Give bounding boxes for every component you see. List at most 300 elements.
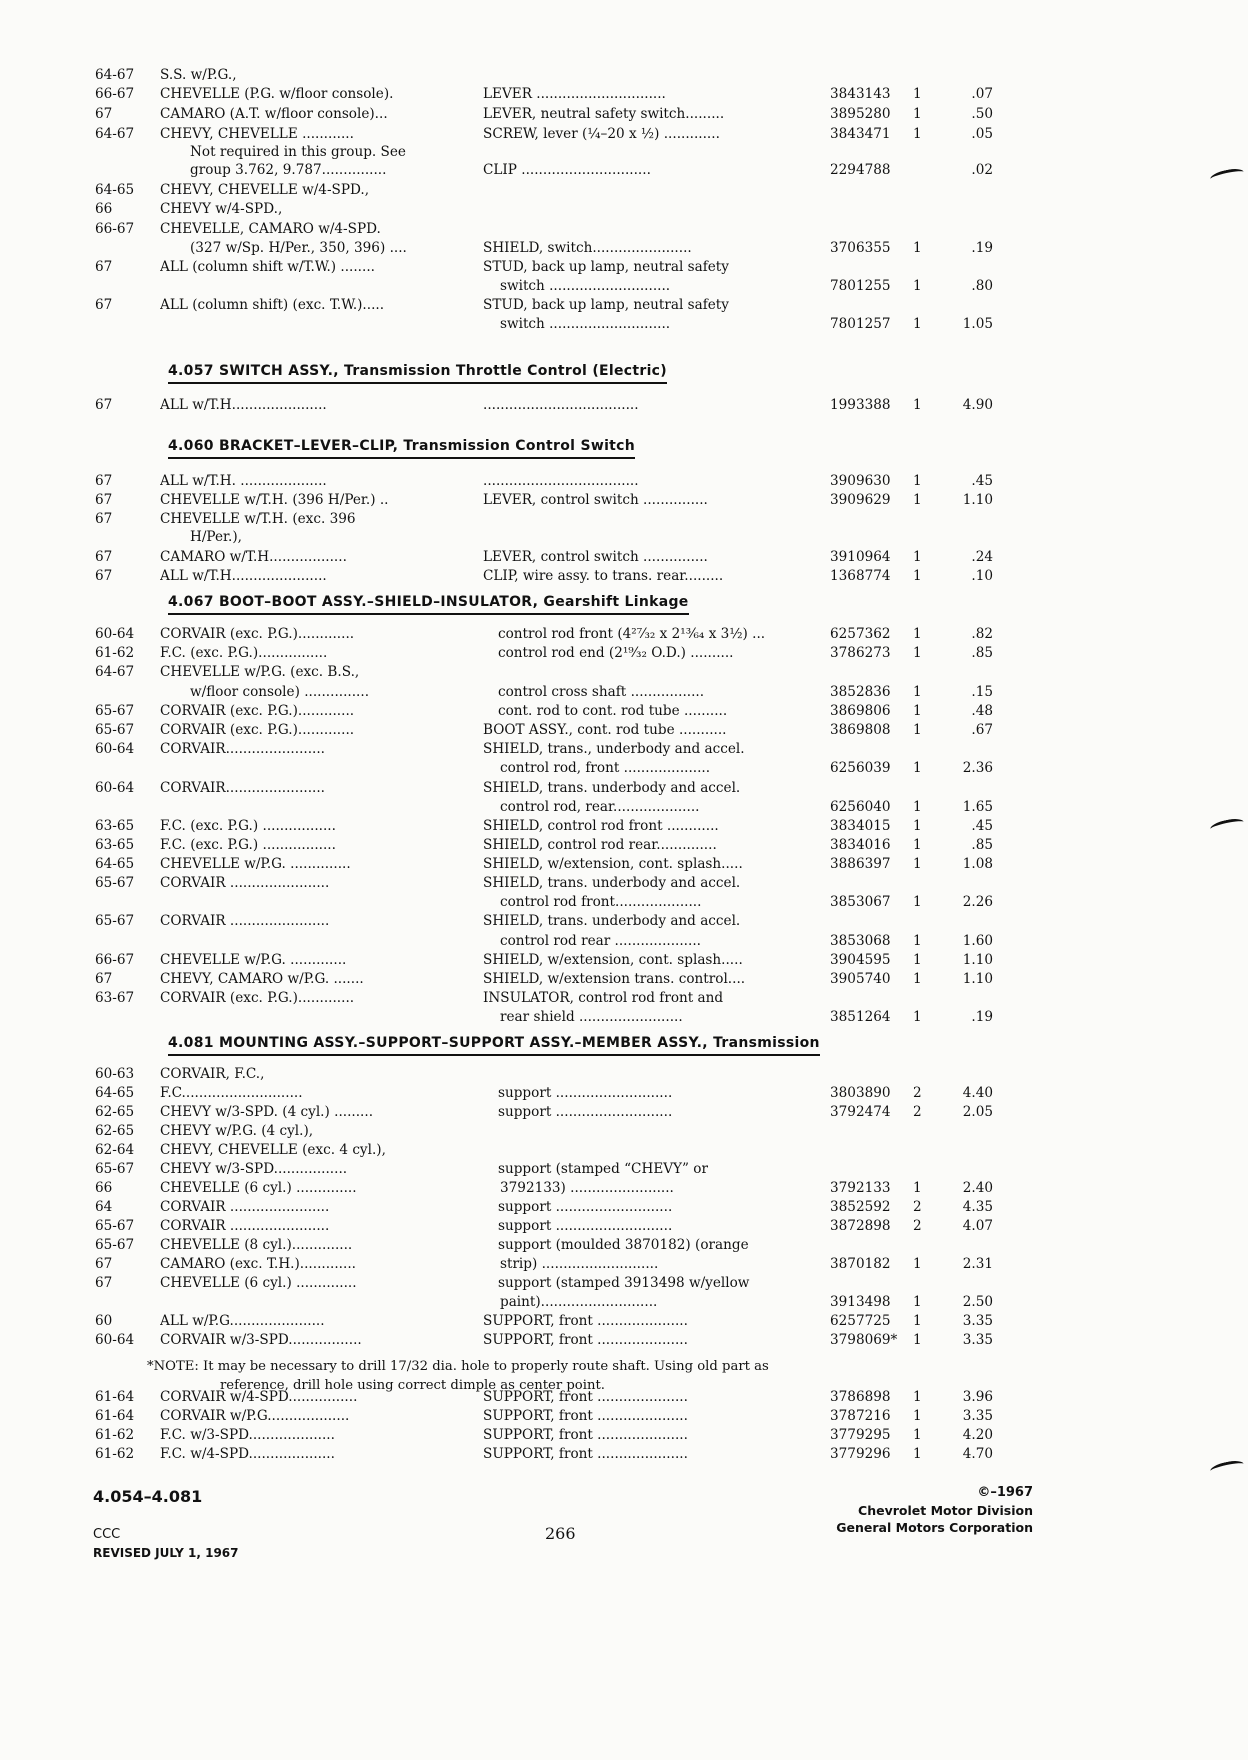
year-cell: 60-63 (95, 1066, 135, 1082)
year-cell: 67 (95, 259, 113, 275)
part-number-cell: 3869808 (830, 722, 891, 738)
description-cell: SUPPORT, front ..................... (483, 1446, 688, 1462)
description-cell: support (moulded 3870182) (orange (498, 1237, 749, 1253)
description-cell: BOOT ASSY., cont. rod tube ........... (483, 722, 727, 738)
price-cell: .85 (971, 837, 993, 853)
page-range: 4.054–4.081 (93, 1487, 203, 1506)
page-number: 266 (545, 1524, 576, 1543)
description-cell: strip) ........................... (500, 1256, 659, 1272)
model-cell: S.S. w/P.G., (160, 67, 237, 83)
part-number-cell: 3792133 (830, 1180, 891, 1196)
description-cell: control cross shaft ................. (498, 684, 705, 700)
section-heading-4-067: 4.067 BOOT–BOOT ASSY.–SHIELD–INSULATOR, Gearshift Linkage (168, 591, 689, 615)
price-cell: 4.20 (962, 1427, 993, 1443)
revised-date: REVISED JULY 1, 1967 (93, 1546, 239, 1560)
description-cell: support ........................... (498, 1199, 673, 1215)
model-cell: CHEVELLE (6 cyl.) .............. (160, 1180, 357, 1196)
quantity-cell: 1 (913, 86, 922, 102)
table-row (0, 1236, 1248, 1254)
description-cell: CLIP, wire assy. to trans. rear......... (483, 568, 724, 584)
model-cell: CAMARO (exc. T.H.)............. (160, 1256, 356, 1272)
division-name: Chevrolet Motor Division (858, 1503, 1033, 1518)
table-row (0, 277, 1248, 295)
quantity-cell: 1 (913, 106, 922, 122)
price-cell: 1.05 (962, 316, 993, 332)
model-cell: CORVAIR (exc. P.G.)............. (160, 626, 355, 642)
part-number-cell: 3779296 (830, 1446, 891, 1462)
year-cell: 62-65 (95, 1104, 135, 1120)
table-row (0, 1217, 1248, 1235)
description-cell: LEVER, control switch ............... (483, 549, 708, 565)
table-row (0, 893, 1248, 911)
year-cell: 63-65 (95, 837, 135, 853)
section-heading-4-057: 4.057 SWITCH ASSY., Transmission Throttle Control (Electric) (168, 360, 667, 384)
table-row (0, 759, 1248, 777)
part-number-cell: 3786273 (830, 645, 891, 661)
model-cell: group 3.762, 9.787............... (190, 162, 387, 178)
table-row (0, 1312, 1248, 1330)
year-cell: 67 (95, 492, 113, 508)
quantity-cell: 1 (913, 645, 922, 661)
year-cell: 66 (95, 1180, 113, 1196)
description-cell: rear shield ........................ (500, 1009, 683, 1025)
year-cell: 67 (95, 511, 113, 527)
description-cell: control rod, front .................... (500, 760, 711, 776)
model-cell: w/floor console) ............... (190, 684, 370, 700)
year-cell: 65-67 (95, 1161, 135, 1177)
table-row (0, 396, 1248, 414)
part-number-cell: 3834015 (830, 818, 891, 834)
model-cell: ALL (column shift) (exc. T.W.)..... (160, 297, 385, 313)
table-row (0, 625, 1248, 643)
table-row (0, 66, 1248, 84)
description-cell: SUPPORT, front ..................... (483, 1313, 688, 1329)
year-cell: 67 (95, 549, 113, 565)
description-cell: INSULATOR, control rod front and (483, 990, 724, 1006)
model-cell: CORVAIR ....................... (160, 1218, 330, 1234)
table-row (0, 779, 1248, 797)
part-number-cell: 3786898 (830, 1389, 891, 1405)
year-cell: 61-64 (95, 1408, 135, 1424)
description-cell: SHIELD, trans. underbody and accel. (483, 875, 741, 891)
year-cell: 61-64 (95, 1389, 135, 1405)
description-cell: CLIP .............................. (483, 162, 651, 178)
price-cell: 2.40 (962, 1180, 993, 1196)
price-cell: 3.35 (962, 1408, 993, 1424)
quantity-cell: 1 (913, 1427, 922, 1443)
table-row (0, 125, 1248, 143)
model-cell: CHEVELLE w/T.H. (396 H/Per.) .. (160, 492, 389, 508)
description-cell: switch ............................ (500, 278, 671, 294)
part-number-cell: 6257362 (830, 626, 891, 642)
model-cell: CHEVELLE w/T.H. (exc. 396 (160, 511, 356, 527)
model-cell: CORVAIR ....................... (160, 1199, 330, 1215)
quantity-cell: 1 (913, 316, 922, 332)
year-cell: 64-67 (95, 67, 135, 83)
part-number-cell: 2294788 (830, 162, 891, 178)
table-row (0, 1445, 1248, 1463)
model-cell: CORVAIR ....................... (160, 913, 330, 929)
price-cell: 2.50 (962, 1294, 993, 1310)
model-cell: F.C............................ (160, 1085, 303, 1101)
year-cell: 61-62 (95, 1446, 135, 1462)
price-cell: .02 (971, 162, 993, 178)
table-row (0, 315, 1248, 333)
price-cell: 2.05 (962, 1104, 993, 1120)
description-cell: SHIELD, trans., underbody and accel. (483, 741, 745, 757)
table-row (0, 161, 1248, 179)
quantity-cell: 1 (913, 837, 922, 853)
quantity-cell: 1 (913, 240, 922, 256)
model-cell: CORVAIR ....................... (160, 875, 330, 891)
table-row (0, 200, 1248, 218)
model-cell: CHEVY w/P.G. (4 cyl.), (160, 1123, 314, 1139)
table-row (0, 683, 1248, 701)
quantity-cell: 2 (913, 1218, 922, 1234)
model-cell: CHEVY, CHEVELLE (exc. 4 cyl.), (160, 1142, 386, 1158)
description-cell: support ........................... (498, 1104, 673, 1120)
part-number-cell: 3787216 (830, 1408, 891, 1424)
year-cell: 66-67 (95, 86, 135, 102)
model-cell: H/Per.), (190, 529, 242, 545)
table-row (0, 1065, 1248, 1083)
quantity-cell: 1 (913, 1389, 922, 1405)
model-cell: CORVAIR (exc. P.G.)............. (160, 703, 355, 719)
price-cell: 4.90 (962, 397, 993, 413)
part-number-cell: 6256040 (830, 799, 891, 815)
quantity-cell: 2 (913, 1199, 922, 1215)
year-cell: 62-64 (95, 1142, 135, 1158)
model-cell: CHEVY, CAMARO w/P.G. ....... (160, 971, 364, 987)
price-cell: 1.08 (962, 856, 993, 872)
description-cell: paint)........................... (500, 1294, 658, 1310)
year-cell: 67 (95, 297, 113, 313)
copyright: ©–1967 (977, 1485, 1033, 1500)
price-cell: .80 (971, 278, 993, 294)
year-cell: 65-67 (95, 703, 135, 719)
description-cell: SHIELD, w/extension, cont. splash..... (483, 856, 743, 872)
model-cell: ALL (column shift w/T.W.) ........ (160, 259, 375, 275)
corporation-name: General Motors Corporation (836, 1520, 1033, 1535)
price-cell: 1.10 (962, 492, 993, 508)
part-number-cell: 6257725 (830, 1313, 891, 1329)
year-cell: 67 (95, 971, 113, 987)
model-cell: CORVAIR....................... (160, 780, 325, 796)
section-heading-4-060: 4.060 BRACKET–LEVER–CLIP, Transmission Control Switch (168, 435, 635, 459)
table-row (0, 912, 1248, 930)
model-cell: CHEVY w/3-SPD. (4 cyl.) ......... (160, 1104, 374, 1120)
model-cell: CORVAIR (exc. P.G.)............. (160, 990, 355, 1006)
quantity-cell: 1 (913, 952, 922, 968)
price-cell: 1.60 (962, 933, 993, 949)
quantity-cell: 1 (913, 492, 922, 508)
model-cell: F.C. (exc. P.G.)................ (160, 645, 328, 661)
part-number-cell: 3909630 (830, 473, 891, 489)
model-cell: F.C. w/3-SPD.................... (160, 1427, 335, 1443)
quantity-cell: 1 (913, 722, 922, 738)
model-cell: CORVAIR (exc. P.G.)............. (160, 722, 355, 738)
part-number-cell: 3913498 (830, 1294, 891, 1310)
quantity-cell: 1 (913, 1446, 922, 1462)
quantity-cell: 1 (913, 626, 922, 642)
part-number-cell: 6256039 (830, 760, 891, 776)
year-cell: 66 (95, 201, 113, 217)
table-row (0, 644, 1248, 662)
model-cell: CHEVELLE (8 cyl.).............. (160, 1237, 353, 1253)
price-cell: .45 (971, 473, 993, 489)
description-cell: SUPPORT, front ..................... (483, 1408, 688, 1424)
table-row (0, 932, 1248, 950)
quantity-cell: 1 (913, 126, 922, 142)
model-cell: CHEVELLE w/P.G. .............. (160, 856, 351, 872)
price-cell: 1.10 (962, 952, 993, 968)
quantity-cell: 2 (913, 1104, 922, 1120)
model-cell: CORVAIR....................... (160, 741, 325, 757)
description-cell: support ........................... (498, 1218, 673, 1234)
price-cell: .24 (971, 549, 993, 565)
table-row (0, 1103, 1248, 1121)
price-cell: .19 (971, 1009, 993, 1025)
table-row (0, 836, 1248, 854)
year-cell: 67 (95, 473, 113, 489)
table-row (0, 1008, 1248, 1026)
quantity-cell: 2 (913, 1085, 922, 1101)
model-cell: ALL w/T.H...................... (160, 397, 327, 413)
footnote-line-1: *NOTE: It may be necessary to drill 17/32 dia. hole to properly route shaft. Using old part as (147, 1359, 769, 1374)
part-number-cell: 3870182 (830, 1256, 891, 1272)
model-cell: CHEVELLE, CAMARO w/4-SPD. (160, 221, 381, 237)
model-cell: CHEVY, CHEVELLE ............ (160, 126, 354, 142)
price-cell: 4.35 (962, 1199, 993, 1215)
table-row (0, 528, 1248, 546)
description-cell: cont. rod to cont. rod tube .......... (498, 703, 728, 719)
year-cell: 60-64 (95, 780, 135, 796)
table-row (0, 85, 1248, 103)
price-cell: 4.07 (962, 1218, 993, 1234)
model-cell: ALL w/P.G...................... (160, 1313, 325, 1329)
part-number-cell: 3886397 (830, 856, 891, 872)
price-cell: 2.36 (962, 760, 993, 776)
model-cell: CHEVELLE (6 cyl.) .............. (160, 1275, 357, 1291)
part-number-cell: 3852592 (830, 1199, 891, 1215)
model-cell: CORVAIR, F.C., (160, 1066, 265, 1082)
year-cell: 65-67 (95, 875, 135, 891)
table-row (0, 740, 1248, 758)
quantity-cell: 1 (913, 549, 922, 565)
year-cell: 64-67 (95, 664, 135, 680)
table-row (0, 239, 1248, 257)
table-row (0, 220, 1248, 238)
table-row (0, 510, 1248, 528)
description-cell: STUD, back up lamp, neutral safety (483, 259, 729, 275)
quantity-cell: 1 (913, 684, 922, 700)
quantity-cell: 1 (913, 1294, 922, 1310)
model-cell: F.C. (exc. P.G.) ................. (160, 837, 336, 853)
price-cell: 2.31 (962, 1256, 993, 1272)
part-number-cell: 3798069* (830, 1332, 898, 1348)
part-number-cell: 3853068 (830, 933, 891, 949)
description-cell: support (stamped 3913498 w/yellow (498, 1275, 750, 1291)
table-row (0, 663, 1248, 681)
description-cell: control rod, rear.................... (500, 799, 700, 815)
table-row (0, 951, 1248, 969)
model-cell: CAMARO w/T.H.................. (160, 549, 347, 565)
part-number-cell: 3904595 (830, 952, 891, 968)
year-cell: 61-62 (95, 1427, 135, 1443)
table-row (0, 105, 1248, 123)
table-row (0, 702, 1248, 720)
quantity-cell: 1 (913, 397, 922, 413)
year-cell: 67 (95, 568, 113, 584)
model-cell: CHEVELLE (P.G. w/floor console). (160, 86, 394, 102)
part-number-cell: 1368774 (830, 568, 891, 584)
table-row (0, 874, 1248, 892)
year-cell: 64-65 (95, 1085, 135, 1101)
year-cell: 64-67 (95, 126, 135, 142)
year-cell: 66-67 (95, 952, 135, 968)
table-row (0, 989, 1248, 1007)
description-cell: SHIELD, control rod front ............ (483, 818, 719, 834)
table-row (0, 1426, 1248, 1444)
model-cell: ALL w/T.H. .................... (160, 473, 327, 489)
model-cell: CHEVY, CHEVELLE w/4-SPD., (160, 182, 370, 198)
year-cell: 62-65 (95, 1123, 135, 1139)
table-row (0, 1160, 1248, 1178)
price-cell: .07 (971, 86, 993, 102)
price-cell: .45 (971, 818, 993, 834)
model-cell: CHEVELLE w/P.G. (exc. B.S., (160, 664, 360, 680)
model-cell: CAMARO (A.T. w/floor console)... (160, 106, 388, 122)
price-cell: .05 (971, 126, 993, 142)
table-row (0, 1179, 1248, 1197)
table-row (0, 567, 1248, 585)
description-cell: SHIELD, control rod rear.............. (483, 837, 717, 853)
table-row (0, 181, 1248, 199)
price-cell: .82 (971, 626, 993, 642)
table-row (0, 258, 1248, 276)
table-row (0, 1407, 1248, 1425)
year-cell: 65-67 (95, 913, 135, 929)
part-number-cell: 3843143 (830, 86, 891, 102)
price-cell: 3.35 (962, 1332, 993, 1348)
year-cell: 65-67 (95, 722, 135, 738)
ccc-label: CCC (93, 1527, 121, 1542)
description-cell: control rod rear .................... (500, 933, 701, 949)
footnote-line-2: reference, drill hole using correct dimple as center point. (220, 1378, 605, 1393)
price-cell: 3.35 (962, 1313, 993, 1329)
table-row (0, 1198, 1248, 1216)
table-row (0, 721, 1248, 739)
table-row (0, 548, 1248, 566)
table-row (0, 143, 1248, 161)
part-number-cell: 3853067 (830, 894, 891, 910)
table-row (0, 1293, 1248, 1311)
description-cell: SCREW, lever (¼–20 x ½) ............. (483, 126, 720, 142)
table-row (0, 491, 1248, 509)
description-cell: SUPPORT, front ..................... (483, 1389, 688, 1405)
part-number-cell: 3852836 (830, 684, 891, 700)
table-row (0, 1141, 1248, 1159)
description-cell: control rod front.................... (500, 894, 702, 910)
description-cell: SHIELD, w/extension trans. control.... (483, 971, 746, 987)
year-cell: 64-65 (95, 182, 135, 198)
description-cell: SUPPORT, front ..................... (483, 1332, 688, 1348)
part-number-cell: 3910964 (830, 549, 891, 565)
year-cell: 63-65 (95, 818, 135, 834)
part-number-cell: 3834016 (830, 837, 891, 853)
quantity-cell: 1 (913, 1332, 922, 1348)
model-cell: CHEVELLE w/P.G. ............. (160, 952, 347, 968)
price-cell: .67 (971, 722, 993, 738)
part-number-cell: 3909629 (830, 492, 891, 508)
price-cell: .50 (971, 106, 993, 122)
year-cell: 64 (95, 1199, 113, 1215)
part-number-cell: 3851264 (830, 1009, 891, 1025)
price-cell: .48 (971, 703, 993, 719)
table-row (0, 1274, 1248, 1292)
year-cell: 61-62 (95, 645, 135, 661)
quantity-cell: 1 (913, 568, 922, 584)
quantity-cell: 1 (913, 799, 922, 815)
quantity-cell: 1 (913, 933, 922, 949)
table-row (0, 1122, 1248, 1140)
price-cell: .15 (971, 684, 993, 700)
table-row (0, 798, 1248, 816)
model-cell: CORVAIR w/P.G................... (160, 1408, 350, 1424)
description-cell: 3792133) ........................ (500, 1180, 674, 1196)
table-row (0, 1255, 1248, 1273)
description-cell: switch ............................ (500, 316, 671, 332)
model-cell: Not required in this group. See (190, 144, 406, 160)
price-cell: 1.65 (962, 799, 993, 815)
year-cell: 60-64 (95, 626, 135, 642)
section-heading-4-081: 4.081 MOUNTING ASSY.–SUPPORT–SUPPORT ASSY.–MEMBER ASSY., Transmission (168, 1032, 820, 1056)
description-cell: control rod end (2¹⁹⁄₃₂ O.D.) .......... (498, 645, 734, 661)
part-number-cell: 7801255 (830, 278, 891, 294)
year-cell: 65-67 (95, 1218, 135, 1234)
quantity-cell: 1 (913, 473, 922, 489)
quantity-cell: 1 (913, 1180, 922, 1196)
model-cell: CORVAIR w/3-SPD................. (160, 1332, 362, 1348)
model-cell: (327 w/Sp. H/Per., 350, 396) .... (190, 240, 407, 256)
year-cell: 63-67 (95, 990, 135, 1006)
description-cell: SHIELD, trans. underbody and accel. (483, 913, 741, 929)
part-number-cell: 3706355 (830, 240, 891, 256)
description-cell: LEVER .............................. (483, 86, 666, 102)
description-cell: LEVER, neutral safety switch......... (483, 106, 725, 122)
year-cell: 64-65 (95, 856, 135, 872)
description-cell: SHIELD, trans. underbody and accel. (483, 780, 741, 796)
table-row (0, 296, 1248, 314)
quantity-cell: 1 (913, 856, 922, 872)
table-row (0, 1331, 1248, 1349)
part-number-cell: 3843471 (830, 126, 891, 142)
part-number-cell: 3869806 (830, 703, 891, 719)
description-cell: support (stamped “CHEVY” or (498, 1161, 708, 1177)
price-cell: 4.40 (962, 1085, 993, 1101)
description-cell: STUD, back up lamp, neutral safety (483, 297, 729, 313)
year-cell: 66-67 (95, 221, 135, 237)
model-cell: CHEVY w/4-SPD., (160, 201, 283, 217)
description-cell: .................................... (483, 473, 639, 489)
price-cell: .19 (971, 240, 993, 256)
description-cell: .................................... (483, 397, 639, 413)
price-cell: 4.70 (962, 1446, 993, 1462)
description-cell: SHIELD, w/extension, cont. splash..... (483, 952, 743, 968)
price-cell: .85 (971, 645, 993, 661)
year-cell: 60-64 (95, 741, 135, 757)
year-cell: 60 (95, 1313, 113, 1329)
